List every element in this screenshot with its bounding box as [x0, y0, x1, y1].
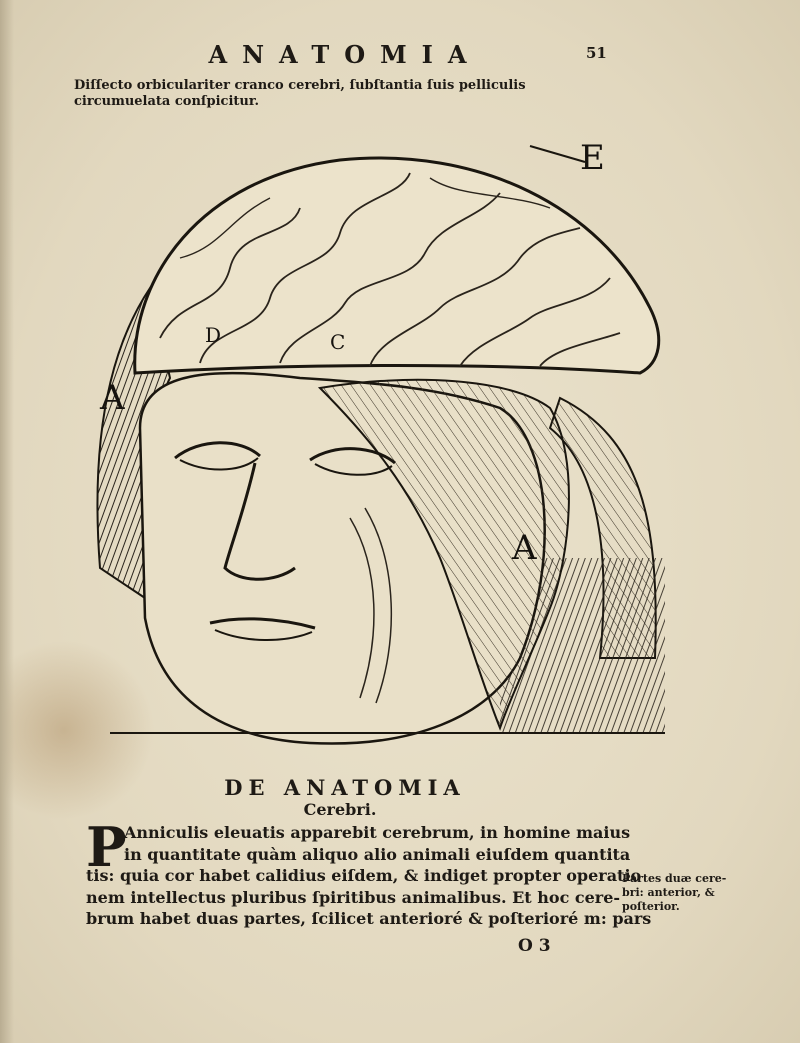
anatomical-woodcut-figure	[80, 138, 670, 753]
marginal-note-line: poſterior.	[622, 900, 680, 913]
section-title: DE ANATOMIA	[224, 775, 466, 800]
body-line: in quantitate quàm aliquo alio animali eiuſdem quantita	[124, 844, 631, 864]
marginal-note	[622, 872, 740, 914]
body-paragraph	[86, 815, 652, 930]
marginal-note-line: bri: anterior, &	[622, 886, 715, 899]
marginal-note-line: Partes duæ cere-	[622, 872, 727, 885]
body-line: brum habet duas partes, ſcilicet anterioré & poſterioré m: pars	[86, 909, 652, 928]
figure-label-a-right: A	[512, 528, 537, 568]
running-head: ANATOMIA	[208, 40, 482, 69]
woodcut-head-illustration	[80, 138, 670, 753]
section-subtitle: Cerebri.	[303, 800, 377, 819]
drop-capital: P	[86, 815, 127, 879]
figure-label-c: C	[330, 330, 346, 354]
body-line: nem intellectus pluribus ſpiritibus animalibus. Et hoc cere-	[86, 887, 621, 907]
figure-label-a-left: A	[100, 378, 125, 418]
figure-label-d: D	[205, 323, 222, 347]
body-line: Anniculis eleuatis apparebit cerebrum, in homine maius	[124, 823, 631, 842]
figure-label-e: E	[580, 138, 605, 178]
figure-caption: Diſſecto orbiculariter cranco cerebri, ſubſtantia ſuis pelliculis circumuelata conſpicitur.	[74, 78, 526, 109]
signature-mark: O 3	[518, 936, 551, 956]
body-line: tis: quia cor habet calidius eiſdem, & indiget propter operatio	[86, 866, 642, 885]
folio-number: 51	[586, 44, 607, 62]
page-gutter-shadow	[0, 0, 14, 1043]
